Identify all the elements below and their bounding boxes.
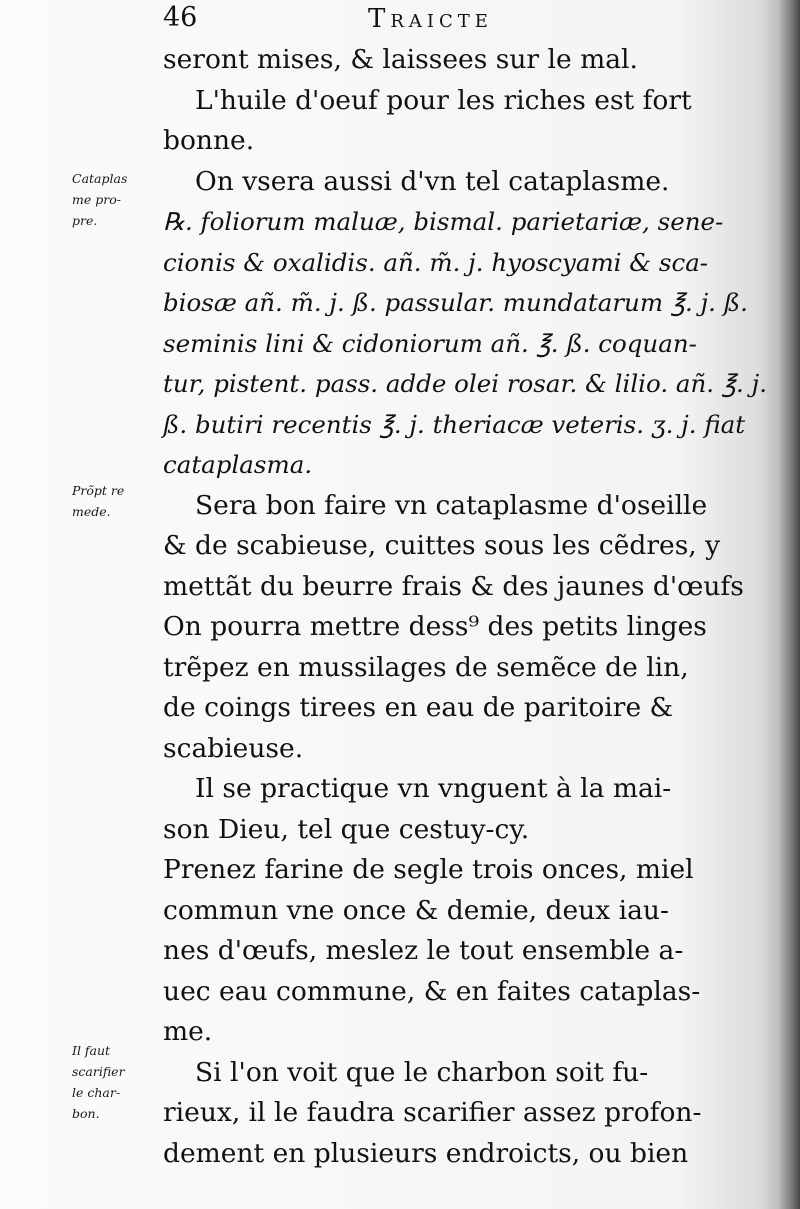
margin-note-line: le char-: [72, 1085, 121, 1100]
margin-note-line: Il faut: [72, 1043, 111, 1058]
text-line: seront mises, & laissees sur le mal.: [163, 44, 638, 75]
recipe-line: cionis & oxalidis. añ. m̃. j. hyoscyami & sca-: [163, 247, 709, 277]
text-line: scabieuse.: [163, 732, 304, 764]
recipe-line: seminis lini & cidoniorum añ. ℥. ß. coquan-: [163, 328, 697, 358]
text-line: son Dieu, tel que cestuy-cy.: [163, 813, 530, 845]
margin-note-line: mede.: [72, 504, 111, 519]
page-edge-shadow: [778, 0, 800, 1209]
text-line: de coings tirees en eau de paritoire &: [163, 692, 674, 723]
margin-note-line: Cataplas: [72, 171, 128, 186]
margin-note-line: Prõpt re: [72, 483, 125, 498]
running-title: Traicte: [368, 4, 493, 34]
text-line: commun vne once & demie, deux iau-: [163, 894, 669, 926]
text-line: rieux, il le faudra scarifier assez profon-: [163, 1097, 702, 1128]
text-line: trẽpez en mussilages de semẽce de lin,: [163, 651, 689, 683]
margin-note-line: bon.: [72, 1106, 100, 1121]
recipe-line: ß. butiri recentis ℥. j. theriacæ veteris. ʒ. j. fiat: [163, 409, 746, 439]
text-line: me.: [163, 1016, 213, 1047]
text-line: Il se practique vn vnguent à la mai-: [195, 773, 672, 804]
text-line: & de scabieuse, cuittes sous les cẽdres, y: [163, 530, 721, 561]
text-line: dement en plusieurs endroicts, ou bien: [163, 1137, 689, 1169]
text-line: L'huile d'oeuf pour les riches est fort: [195, 84, 692, 116]
recipe-line: tur, pistent. pass. adde olei rosar. & lilio. añ. ℥. j.: [163, 369, 767, 398]
body-text: [163, 40, 767, 1174]
margin-note-line: scarifier: [72, 1064, 125, 1079]
recipe-line: biosæ añ. m̃. j. ß. passular. mundatarum ℥. j. ß.: [163, 288, 748, 317]
text-line: uec eau commune, & en faites cataplas-: [163, 975, 701, 1007]
page-number: 46: [163, 2, 198, 33]
margin-note-line: me pro-: [72, 192, 121, 207]
text-line: Si l'on voit que le charbon soit fu-: [195, 1056, 649, 1088]
text-line: nes d'œufs, meslez le tout ensemble a-: [163, 935, 684, 966]
recipe-line: cataplasma.: [163, 450, 313, 479]
text-line: bonne.: [163, 125, 255, 156]
recipe-line: ℞. foliorum maluæ, bismal. parietariæ, sene-: [163, 207, 724, 236]
text-line: On vsera aussi d'vn tel cataplasme.: [195, 165, 670, 197]
page-header: [163, 2, 763, 42]
margin-note-cataplasme: [72, 168, 160, 231]
margin-note-scarifier: [72, 1040, 160, 1124]
text-line: Sera bon faire vn cataplasme d'oseille: [195, 489, 708, 521]
text-line: mettãt du beurre frais & des jaunes d'œufs: [163, 570, 744, 602]
text-line: On pourra mettre dess⁹ des petits linges: [163, 611, 707, 642]
text-line: Prenez farine de segle trois onces, miel: [163, 854, 694, 885]
margin-note-line: pre.: [72, 213, 98, 228]
margin-note-prompt-remede: [72, 480, 160, 522]
